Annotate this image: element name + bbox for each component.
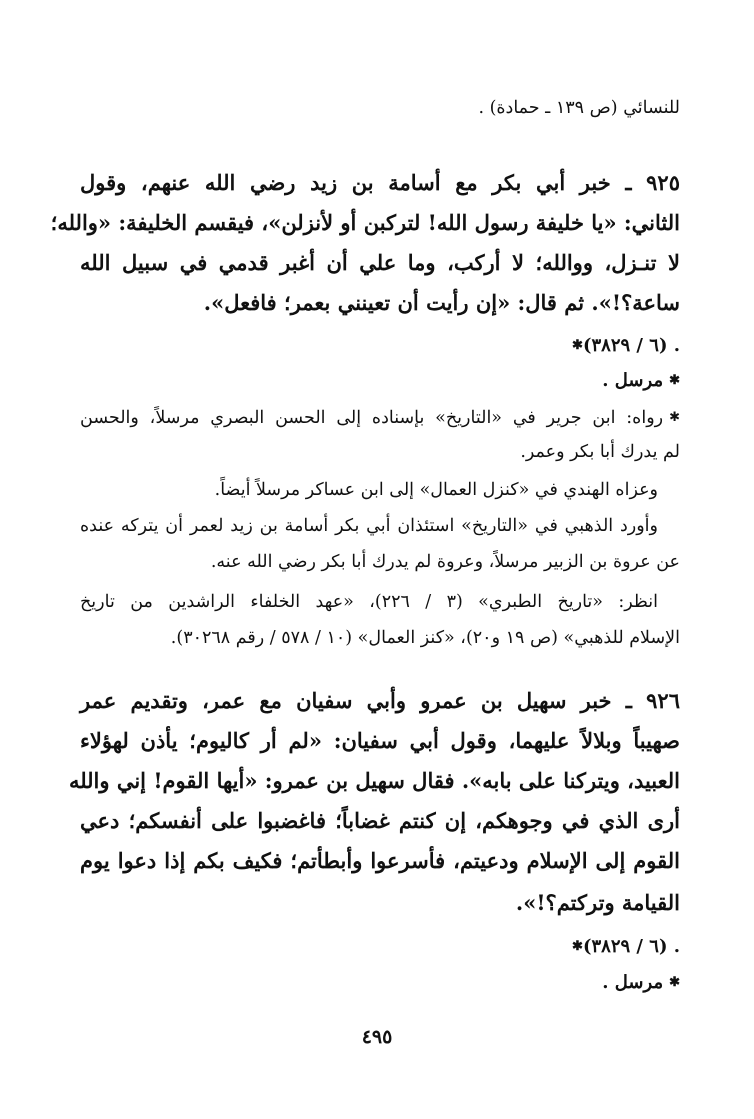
- entry-925-note-6: انظر: «تاريخ الطبري» (٣ / ٢٢٦)، «عهد الخلفاء الراشدين من تاريخ: [80, 592, 658, 612]
- continuation-line: للنسائي (ص ١٣٩ ـ حمادة) .: [478, 98, 680, 118]
- page-number: ٤٩٥: [361, 1026, 393, 1048]
- entry-926-line-1: ٩٢٦ ـ خبر سهيل بن عمرو وأبي سفيان مع عمر، وتقديم عمر: [80, 688, 680, 713]
- entry-925-line-1: ٩٢٥ ـ خبر أبي بكر مع أسامة بن زيد رضي الله عنهم، وقول: [80, 170, 680, 195]
- entry-925-note-7: الإسلام للذهبي» (ص ١٩ و٢٠)، «كنز العمال» (١٠ / ٥٧٨ / رقم ٣٠٢٦٨).: [170, 628, 680, 648]
- entry-925-status: ✱ مرسل .: [602, 370, 680, 391]
- entry-926-line-4: أرى الذي في وجوهكم، إن كنتم غضاباً؛ فاغضبوا على أنفسكم؛ دعي: [80, 808, 680, 833]
- entry-925-note-5: عن عروة بن الزبير مرسلاً، وعروة لم يدرك أبا بكر رضي الله عنه.: [210, 552, 680, 572]
- entry-926-line-5: القوم إلى الإسلام ودعيتم، فأسرعوا وأبطأتم؛ فكيف بكم إذا دعوا يوم: [80, 848, 680, 873]
- entry-925-reference: ✱ (٦ / ٣٨٢٩) .: [566, 335, 680, 356]
- entry-925-line-2: الثاني: «يا خليفة رسول الله! لتركبن أو لأنزلن»، فيقسم الخليفة: «والله؛: [50, 210, 680, 235]
- entry-926-line-2: صهيباً وبلالاً عليهما، وقول أبي سفيان: «لم أر كاليوم؛ يأذن لهؤلاء: [80, 728, 680, 753]
- entry-925-line-4: ساعة؟!». ثم قال: «إن رأيت أن تعينني بعمر؛ فافعل».: [203, 290, 680, 315]
- entry-925-note-3: وعزاه الهندي في «كنزل العمال» إلى ابن عساكر مرسلاً أيضاً.: [214, 480, 658, 500]
- entry-925-note-2: لم يدرك أبا بكر وعمر.: [520, 442, 680, 462]
- entry-925-note-1: ✱ رواه: ابن جرير في «التاريخ» بإسناده إلى الحسن البصري مرسلاً، والحسن: [80, 408, 680, 428]
- entry-925-note-4: وأورد الذهبي في «التاريخ» استئذان أبي بكر أسامة بن زيد لعمر أن يتركه عنده: [80, 516, 658, 536]
- entry-926-status: ✱ مرسل .: [602, 972, 680, 993]
- entry-926-reference: ✱ (٦ / ٣٨٢٩) .: [566, 936, 680, 957]
- entry-926-line-3: العبيد، ويتركنا على بابه». فقال سهيل بن عمرو: «أيها القوم! إني والله: [68, 768, 680, 793]
- entry-926-line-6: القيامة وتركتم؟!».: [515, 890, 680, 915]
- entry-925-line-3: لا تنـزل، ووالله؛ لا أركب، وما علي أن أغبر قدمي في سبيل الله: [80, 250, 680, 275]
